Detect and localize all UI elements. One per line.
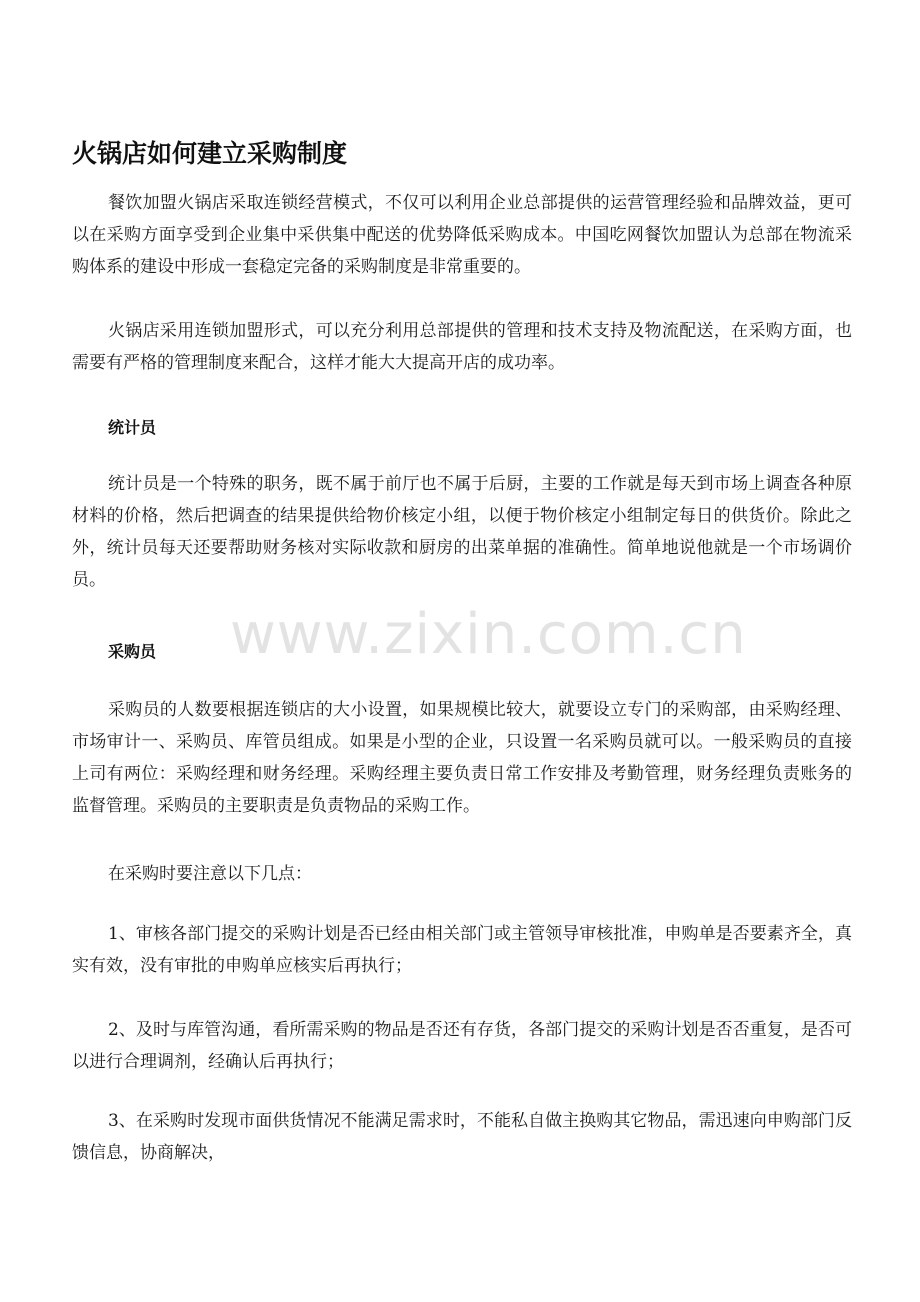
paragraph-franchise: 火锅店采用连锁加盟形式，可以充分利用总部提供的管理和技术支持及物流配送，在采购方面，也需要有严格的管理制度来配合，这样才能大大提高开店的成功率。 xyxy=(72,321,852,373)
page-title: 火锅店如何建立采购制度 xyxy=(72,139,348,168)
paragraph-notes-intro: 在采购时要注意以下几点： xyxy=(108,864,312,884)
paragraph-purchaser: 采购员的人数要根据连锁店的大小设置，如果规模比较大，就要设立专门的采购部，由采购经理、市场审计一、采购员、库管员组成。如果是小型的企业，只设置一名采购员就可以。一般采购员的直接上司有两位：采购经理和财务经理。采购经理主要负责日常工作安排及考勤管理，财务经理负责账务的监督管理。采购员的主要职责是负责物品的采购工作。 xyxy=(72,700,852,816)
paragraph-statistician: 统计员是一个特殊的职务，既不属于前厅也不属于后厨，主要的工作就是每天到市场上调查各种原材料的价格，然后把调查的结果提供给物价核定小组，以便于物价核定小组制定每日的供货价。除此之外，统计员每天还要帮助财务核对实际收款和厨房的出菜单据的准确性。简单地说他就是一个市场调价员。 xyxy=(72,474,852,590)
list-item-3: 3、在采购时发现市面供货情况不能满足需求时，不能私自做主换购其它物品，需迅速向申购部门反馈信息，协商解决， xyxy=(72,1111,852,1163)
list-item-2: 2、及时与库管沟通，看所需采购的物品是否还有存货，各部门提交的采购计划是否否重复，是否可以进行合理调剂，经确认后再执行； xyxy=(72,1020,852,1072)
paragraph-intro: 餐饮加盟火锅店采取连锁经营模式，不仅可以利用企业总部提供的运营管理经验和品牌效益，更可以在采购方面享受到企业集中采供集中配送的优势降低采购成本。中国吃网餐饮加盟认为总部在物流采购体系的建设中形成一套稳定完备的采购制度是非常重要的。 xyxy=(72,193,852,277)
document-page xyxy=(72,0,852,1302)
watermark: www.zixin.com.cn xyxy=(230,602,747,667)
section-heading-purchaser: 采购员 xyxy=(108,642,157,661)
section-heading-statistician: 统计员 xyxy=(108,418,157,437)
list-item-1: 1、审核各部门提交的采购计划是否已经由相关部门或主管领导审核批准，申购单是否要素齐全，真实有效，没有审批的申购单应核实后再执行； xyxy=(72,924,852,976)
